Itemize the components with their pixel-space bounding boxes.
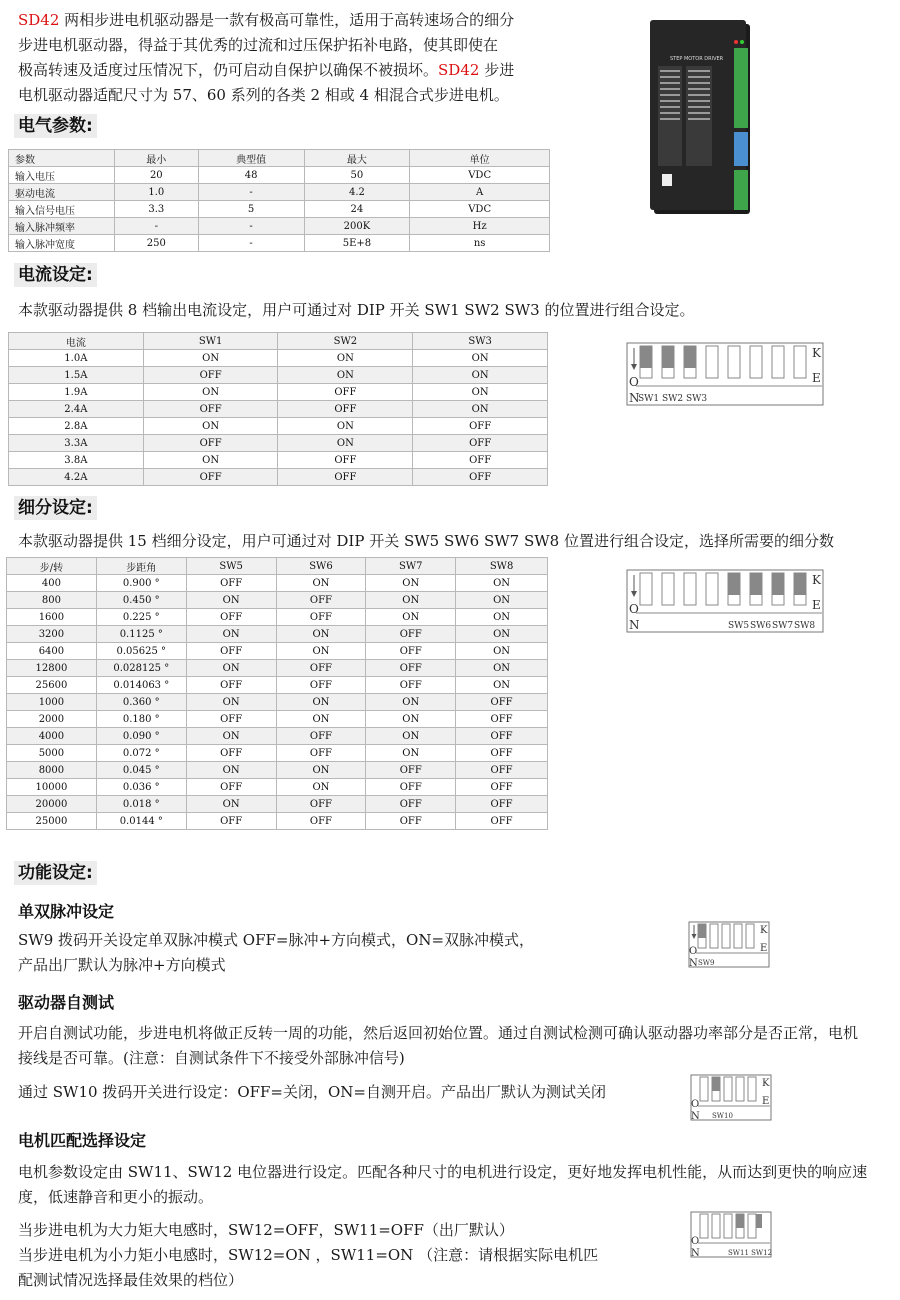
dip-switch-sw11-sw12 — [690, 1211, 774, 1263]
svg-text:K: K — [812, 346, 821, 360]
table-cell: 4.2A — [9, 469, 144, 486]
dip-label-sw6: SW6 — [750, 621, 772, 631]
table-cell: 2000 — [7, 711, 97, 728]
svg-text:E: E — [812, 598, 821, 612]
table-row — [9, 350, 548, 367]
current-title: 电流设定: — [14, 263, 97, 287]
table-cell: OFF — [456, 813, 548, 830]
table-cell: 25000 — [7, 813, 97, 830]
table-row — [7, 677, 548, 694]
table-cell: 输入脉冲频率 — [9, 218, 115, 235]
table-cell: OFF — [143, 469, 278, 486]
table-row — [9, 469, 548, 486]
table-cell: - — [114, 218, 198, 235]
table-cell: 20000 — [7, 796, 97, 813]
table-cell: OFF — [366, 643, 456, 660]
selftest-title: 驱动器自测试 — [18, 993, 115, 1012]
table-cell: 0.090 ° — [96, 728, 186, 745]
table-cell: OFF — [278, 469, 413, 486]
table-cell: ON — [413, 367, 548, 384]
micro-table — [6, 557, 548, 830]
table-header-cell: SW8 — [456, 558, 548, 575]
product-label: STEP MOTOR DRIVER — [670, 56, 724, 62]
table-header-cell: 步距角 — [96, 558, 186, 575]
table-header-cell: 最大 — [304, 150, 410, 167]
table-cell: 8000 — [7, 762, 97, 779]
intro-line2: 步进电机驱动器，得益于其优秀的过流和过压保护拓补电路，使其即使在 — [18, 36, 499, 54]
table-cell: 25600 — [7, 677, 97, 694]
table-cell: ON — [143, 384, 278, 401]
table-cell: 0.05625 ° — [96, 643, 186, 660]
table-header-cell: 电流 — [9, 333, 144, 350]
table-cell: 5E+8 — [304, 235, 410, 252]
table-cell: - — [198, 218, 304, 235]
table-cell: 0.225 ° — [96, 609, 186, 626]
table-cell: 输入脉冲宽度 — [9, 235, 115, 252]
intro-line1: 两相步进电机驱动器是一款有极高可靠性，适用于高转速场合的细分 — [64, 11, 515, 29]
table-cell: OFF — [413, 435, 548, 452]
table-cell: OFF — [276, 796, 366, 813]
table-cell: OFF — [276, 728, 366, 745]
table-cell: ON — [366, 592, 456, 609]
table-cell: Hz — [410, 218, 550, 235]
table-cell: 4000 — [7, 728, 97, 745]
table-cell: ON — [186, 694, 276, 711]
dip-label-sw5: SW5 — [728, 621, 750, 631]
table-cell: A — [410, 184, 550, 201]
intro-paragraph: SD42 两相步进电机驱动器是一款有极高可靠性，适用于高转速场合的细分 步进电机驱动器，得益于其优秀的过流和过压保护拓补电路，使其即使在 极高转速及适度过压情况下，仍可启动自保护以确保不被损坏。SD42 步进 电机驱动器适配尺寸为 57、60 系列的各类 2 相或 4 相混合式步进电机。 — [18, 8, 538, 108]
table-cell: ON — [456, 643, 548, 660]
motor-title: 电机匹配选择设定 — [18, 1131, 147, 1150]
table-cell: 0.1125 ° — [96, 626, 186, 643]
table-cell: OFF — [276, 677, 366, 694]
table-cell: ON — [456, 626, 548, 643]
table-cell: ns — [410, 235, 550, 252]
svg-text:N: N — [629, 618, 640, 632]
table-cell: ON — [278, 367, 413, 384]
current-description: 本款驱动器提供 8 档输出电流设定，用户可通过对 DIP 开关 SW1 SW2 SW3 的位置进行组合设定。 — [18, 301, 695, 319]
table-cell: OFF — [366, 779, 456, 796]
table-cell: ON — [276, 626, 366, 643]
table-cell: OFF — [143, 367, 278, 384]
table-cell: ON — [276, 643, 366, 660]
table-cell: 0.072 ° — [96, 745, 186, 762]
table-cell: OFF — [413, 469, 548, 486]
product-image — [648, 20, 778, 220]
table-row — [7, 609, 548, 626]
table-cell: ON — [276, 779, 366, 796]
table-cell: ON — [366, 694, 456, 711]
function-title: 功能设定: — [14, 861, 97, 885]
brand-name: SD42 — [18, 11, 60, 29]
table-cell: OFF — [366, 762, 456, 779]
table-cell: 0.360 ° — [96, 694, 186, 711]
table-cell: 250 — [114, 235, 198, 252]
table-cell: OFF — [456, 711, 548, 728]
dip-switch-micro — [626, 569, 826, 639]
table-row — [9, 435, 548, 452]
table-cell: 1.9A — [9, 384, 144, 401]
table-cell: OFF — [366, 660, 456, 677]
table-cell: 3.3A — [9, 435, 144, 452]
table-cell: 2.8A — [9, 418, 144, 435]
table-cell: 24 — [304, 201, 410, 218]
table-cell: OFF — [186, 813, 276, 830]
table-cell: 0.014063 ° — [96, 677, 186, 694]
selftest-description: 开启自测试功能，步进电机将做正反转一周的功能，然后返回初始位置。通过自测试检测可确认驱动器功率部分是否正常，电机 接线是否可靠。(注意：自测试条件下不接受外部脉冲信号) — [18, 1024, 859, 1067]
table-cell: 1.0 — [114, 184, 198, 201]
svg-text:O: O — [629, 375, 639, 389]
table-row — [9, 401, 548, 418]
table-cell: 1.5A — [9, 367, 144, 384]
table-cell: OFF — [143, 401, 278, 418]
svg-text:N: N — [689, 958, 698, 969]
table-cell: OFF — [186, 745, 276, 762]
table-row — [7, 660, 548, 677]
table-cell: 0.180 ° — [96, 711, 186, 728]
table-row — [7, 626, 548, 643]
table-cell: OFF — [186, 575, 276, 592]
table-cell: ON — [456, 609, 548, 626]
table-header-cell: SW7 — [366, 558, 456, 575]
table-row — [7, 762, 548, 779]
svg-text:K: K — [760, 925, 768, 936]
micro-description: 本款驱动器提供 15 档细分设定，用户可通过对 DIP 开关 SW5 SW6 SW7 SW8 位置进行组合设定，选择所需要的细分数 — [18, 532, 834, 550]
table-cell: VDC — [410, 201, 550, 218]
table-cell: ON — [413, 401, 548, 418]
table-cell: 5000 — [7, 745, 97, 762]
electrical-title: 电气参数: — [14, 114, 97, 138]
table-cell: OFF — [276, 592, 366, 609]
table-header-cell: SW5 — [186, 558, 276, 575]
table-cell: ON — [276, 711, 366, 728]
current-table — [8, 332, 548, 486]
table-cell: OFF — [366, 677, 456, 694]
table-cell: 0.036 ° — [96, 779, 186, 796]
table-cell: 3.3 — [114, 201, 198, 218]
svg-text:E: E — [760, 943, 768, 954]
table-cell: ON — [366, 711, 456, 728]
table-cell: ON — [186, 796, 276, 813]
table-cell: ON — [143, 350, 278, 367]
table-header-row — [9, 150, 550, 167]
table-cell: OFF — [276, 813, 366, 830]
brand-name-2: SD42 — [438, 61, 480, 79]
table-cell: 0.018 ° — [96, 796, 186, 813]
svg-text:N: N — [691, 1111, 700, 1122]
table-cell: 0.450 ° — [96, 592, 186, 609]
table-header-row — [7, 558, 548, 575]
table-cell: 3200 — [7, 626, 97, 643]
table-cell: OFF — [413, 452, 548, 469]
dip-label-sw9: SW9 — [698, 959, 715, 967]
table-cell: ON — [366, 609, 456, 626]
table-header-row — [9, 333, 548, 350]
table-cell: ON — [276, 694, 366, 711]
table-header-cell: 单位 — [410, 150, 550, 167]
table-cell: OFF — [456, 779, 548, 796]
table-cell: 12800 — [7, 660, 97, 677]
table-cell: ON — [276, 575, 366, 592]
table-row — [7, 813, 548, 830]
table-cell: 输入信号电压 — [9, 201, 115, 218]
table-row — [9, 384, 548, 401]
table-cell: ON — [143, 418, 278, 435]
table-cell: OFF — [456, 745, 548, 762]
table-cell: ON — [456, 660, 548, 677]
intro-line4: 电机驱动器适配尺寸为 57、60 系列的各类 2 相或 4 相混合式步进电机。 — [18, 86, 509, 104]
table-cell: ON — [456, 677, 548, 694]
table-header-cell: SW1 — [143, 333, 278, 350]
dip-switch-sw9 — [688, 921, 772, 973]
dip-label-sw8: SW8 — [794, 621, 816, 631]
table-cell: 3.8A — [9, 452, 144, 469]
table-cell: OFF — [278, 384, 413, 401]
table-cell: 1.0A — [9, 350, 144, 367]
table-row — [7, 796, 548, 813]
table-cell: 200K — [304, 218, 410, 235]
table-cell: 0.045 ° — [96, 762, 186, 779]
table-cell: 10000 — [7, 779, 97, 796]
table-header-cell: 最小 — [114, 150, 198, 167]
table-cell: OFF — [456, 796, 548, 813]
table-row — [7, 711, 548, 728]
table-cell: OFF — [366, 626, 456, 643]
table-cell: 800 — [7, 592, 97, 609]
table-row — [7, 779, 548, 796]
electrical-table — [8, 149, 550, 252]
table-cell: 0.028125 ° — [96, 660, 186, 677]
table-cell: 驱动电流 — [9, 184, 115, 201]
table-cell: 0.0144 ° — [96, 813, 186, 830]
svg-text:O: O — [629, 602, 639, 616]
table-cell: 50 — [304, 167, 410, 184]
dip-label-sw11-sw12: SW11 SW12 — [728, 1249, 773, 1257]
table-cell: 5 — [198, 201, 304, 218]
table-header-cell: 步/转 — [7, 558, 97, 575]
dip-label-sw7: SW7 — [772, 621, 794, 631]
table-row — [9, 235, 550, 252]
table-cell: ON — [186, 728, 276, 745]
table-cell: OFF — [456, 762, 548, 779]
table-cell: ON — [456, 592, 548, 609]
table-cell: ON — [456, 575, 548, 592]
micro-title: 细分设定: — [14, 496, 97, 520]
table-row — [7, 728, 548, 745]
table-cell: OFF — [186, 711, 276, 728]
table-cell: OFF — [186, 609, 276, 626]
table-row — [9, 452, 548, 469]
table-cell: OFF — [456, 728, 548, 745]
motor-description: 电机参数设定由 SW11、SW12 电位器进行设定。匹配各种尺寸的电机进行设定，更好地发挥电机性能，从而达到更快的响应速 度，低速静音和更小的振动。 — [18, 1163, 868, 1206]
svg-text:N: N — [629, 391, 640, 405]
table-cell: OFF — [278, 452, 413, 469]
table-cell: ON — [186, 592, 276, 609]
table-cell: 输入电压 — [9, 167, 115, 184]
table-cell: ON — [278, 418, 413, 435]
table-cell: OFF — [366, 813, 456, 830]
table-cell: OFF — [186, 643, 276, 660]
table-cell: 0.900 ° — [96, 575, 186, 592]
table-cell: OFF — [456, 694, 548, 711]
table-cell: 6400 — [7, 643, 97, 660]
table-header-cell: SW2 — [278, 333, 413, 350]
dip-label-current: SW1 SW2 SW3 — [638, 394, 708, 404]
svg-text:O: O — [691, 1099, 700, 1110]
table-row — [9, 218, 550, 235]
dip-switch-sw10 — [690, 1074, 774, 1126]
dip-label-sw10: SW10 — [712, 1112, 733, 1120]
table-cell: 400 — [7, 575, 97, 592]
pulse-description: SW9 拨码开关设定单双脉冲模式 OFF=脉冲+方向模式，ON=双脉冲模式， 产品出厂默认为脉冲+方向模式 — [18, 931, 535, 974]
motor-settings: 当步进电机为大力矩大电感时，SW12=OFF，SW11=OFF（出厂默认） 当步进电机为小力矩小电感时，SW12=ON ，SW11=ON （注意：请根据实际电机匹 配测试情况选择最佳效果的档位） — [18, 1221, 599, 1289]
table-cell: OFF — [278, 401, 413, 418]
table-cell: OFF — [276, 609, 366, 626]
table-row — [7, 643, 548, 660]
svg-text:E: E — [812, 371, 821, 385]
svg-text:K: K — [812, 573, 821, 587]
table-row — [7, 745, 548, 762]
table-cell: ON — [366, 745, 456, 762]
table-header-cell: SW3 — [413, 333, 548, 350]
table-row — [9, 167, 550, 184]
table-cell: - — [198, 184, 304, 201]
table-cell: OFF — [366, 796, 456, 813]
svg-text:O: O — [689, 946, 698, 957]
table-row — [9, 367, 548, 384]
table-row — [9, 184, 550, 201]
table-cell: - — [198, 235, 304, 252]
dip-switch-current — [626, 342, 826, 412]
table-cell: 4.2 — [304, 184, 410, 201]
table-cell: 48 — [198, 167, 304, 184]
table-cell: ON — [186, 762, 276, 779]
pulse-title: 单双脉冲设定 — [18, 902, 115, 921]
table-row — [9, 418, 548, 435]
svg-text:E: E — [762, 1096, 770, 1107]
table-header-cell: 参数 — [9, 150, 115, 167]
table-cell: OFF — [276, 745, 366, 762]
table-cell: ON — [413, 350, 548, 367]
table-cell: ON — [143, 452, 278, 469]
svg-text:K: K — [762, 1078, 770, 1089]
table-cell: ON — [366, 575, 456, 592]
table-row — [7, 694, 548, 711]
table-cell: 20 — [114, 167, 198, 184]
table-cell: OFF — [276, 660, 366, 677]
table-header-cell: 典型值 — [198, 150, 304, 167]
table-cell: ON — [276, 762, 366, 779]
table-cell: OFF — [143, 435, 278, 452]
table-cell: 2.4A — [9, 401, 144, 418]
table-header-cell: SW6 — [276, 558, 366, 575]
table-cell: OFF — [186, 677, 276, 694]
table-cell: OFF — [413, 418, 548, 435]
table-row — [9, 201, 550, 218]
table-cell: OFF — [186, 779, 276, 796]
table-row — [7, 592, 548, 609]
table-cell: ON — [413, 384, 548, 401]
svg-text:N: N — [691, 1248, 700, 1259]
table-cell: 1600 — [7, 609, 97, 626]
intro-line3: 极高转速及适度过压情况下，仍可启动自保护以确保不被损坏。 — [18, 61, 439, 79]
table-cell: ON — [186, 626, 276, 643]
table-cell: ON — [366, 728, 456, 745]
table-cell: ON — [278, 435, 413, 452]
table-cell: ON — [186, 660, 276, 677]
table-row — [7, 575, 548, 592]
table-cell: VDC — [410, 167, 550, 184]
svg-text:O: O — [691, 1236, 700, 1247]
table-cell: ON — [278, 350, 413, 367]
selftest-setting: 通过 SW10 拨码开关进行设定：OFF=关闭，ON=自测开启。产品出厂默认为测试关闭 — [18, 1083, 606, 1101]
table-cell: 1000 — [7, 694, 97, 711]
